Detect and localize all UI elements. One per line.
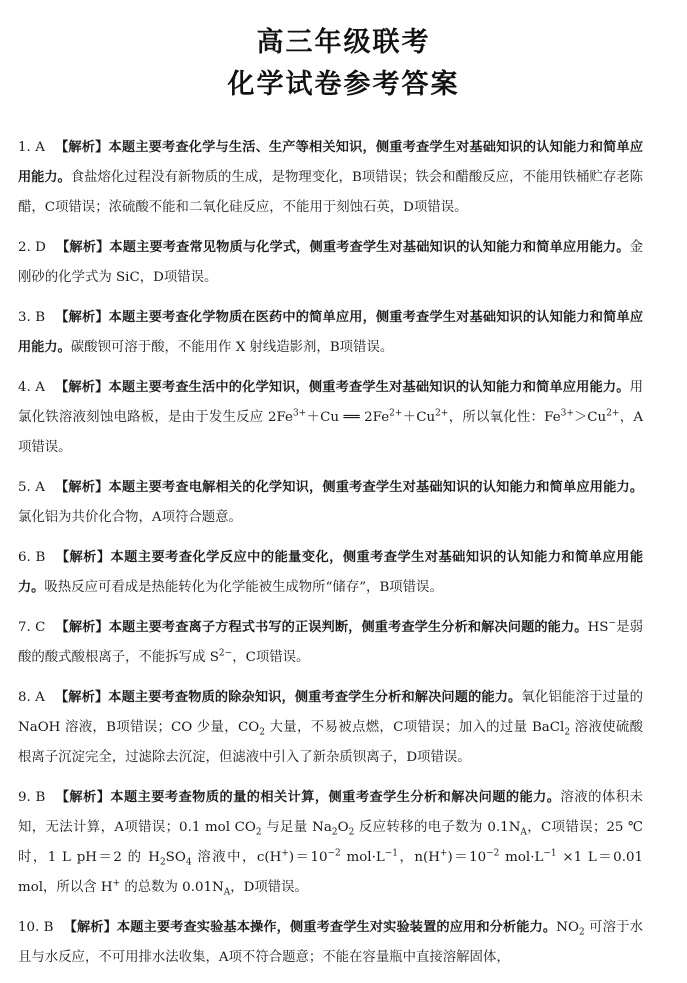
answer-number: 6. B: [18, 550, 46, 565]
answer-number: 8. A: [18, 690, 45, 705]
answer-item-10: [18, 913, 643, 973]
page-subtitle: 化学试卷参考答案: [227, 69, 460, 100]
answer-number: 1. A: [18, 140, 45, 155]
analysis-body: HS−是弱酸的酸式酸根离子，不能拆写成 $S^{2-}$，C项错误。: [18, 618, 644, 665]
answer-number: 4. A: [18, 380, 45, 395]
analysis-heading: 【解析】本题主要考查化学与生活、生产等相关知识，侧重考查学生对基础知识的认知能力和简单应用能力。: [18, 140, 644, 185]
analysis-body: 用氯化铁溶液刻蚀电路板，是由于发生反应 $2Fe^{3+}+Cu$ ══ $2Fe^{2+}+Cu^{2+}$，所以氧化性：$Fe^{3+}>Cu^{2+}$，A项错误。: [18, 380, 644, 455]
analysis-body: 食盐熔化过程没有新物质的生成，是物理变化，B项错误；铁会和醋酸反应，不能用铁桶贮存老陈醋，C项错误；浓硫酸不能和二氧化硅反应，不能用于刻蚀石英，D项错误。: [18, 170, 643, 215]
answer-item-8: [18, 683, 643, 773]
answer-item-2: [18, 233, 643, 293]
analysis-heading: 【解析】本题主要考查化学反应中的能量变化，侧重考查学生对基础知识的认知能力和简单应用能力。: [18, 550, 644, 595]
analysis-body: 氯化铝为共价化合物，A项符合题意。: [18, 510, 242, 525]
answer-item-1: [18, 133, 643, 223]
analysis-body: 氧化铝能溶于过量的 NaOH 溶液，B项错误；CO 少量，$CO_2$ 大量，不易被点燃，C项错误；加入的过量 BaCl$_2$ 溶液使硫酸根离子沉淀完全，过滤除去沉淀，但滤液中引入了新杂质钡离子，D项错误。: [18, 690, 644, 765]
answer-item-4: [18, 373, 643, 463]
answer-number: 7. C: [18, 620, 46, 635]
analysis-heading: 【解析】本题主要考查物质的除杂知识，侧重考查学生分析和解决问题的能力。: [54, 690, 522, 705]
analysis-body: $NO_2$ 可溶于水且与水反应，不可用排水法收集，A项不符合题意；不能在容量瓶中直接溶解固体，: [18, 920, 643, 965]
answer-number: 3. B: [18, 310, 46, 325]
answer-number: 9. B: [18, 790, 46, 805]
answer-item-9: [18, 783, 643, 903]
answer-item-5: [18, 473, 643, 533]
analysis-heading: 【解析】本题主要考查生活中的化学知识，侧重考查学生对基础知识的认知能力和简单应用能力。: [54, 380, 630, 395]
answer-list: [18, 133, 643, 983]
answer-number: 5. A: [18, 480, 45, 495]
page-title: 高三年级联考: [256, 27, 431, 58]
analysis-body: 溶液的体积未知，无法计算，A项错误；0.1 mol $CO_2$ 与足量 $Na_2O_2$ 反应转移的电子数为 $0.1N_A$，C项错误；25 ℃时，1 L pH＝2 的 $H_2SO_4$ 溶液中，$c(H^+)=10^{-2}$ $mol\cdot L^{-1}$，$n(H^+)=10^{-2}$ $mol\cdot L^{-1} \times 1$ L＝0.01 mol，所以含 H+ 的总数为 $0.01N_A$，D项错误。: [18, 790, 644, 898]
analysis-heading: 【解析】本题主要考查化学物质在医药中的简单应用，侧重考查学生对基础知识的认知能力和简单应用能力。: [18, 310, 644, 355]
analysis-heading: 【解析】本题主要考查离子方程式书写的正误判断，侧重考查学生分析和解决问题的能力。: [55, 620, 588, 635]
answer-item-3: [18, 303, 643, 363]
answer-number: 10. B: [18, 920, 54, 935]
answer-item-7: [18, 613, 643, 673]
analysis-heading: 【解析】本题主要考查常见物质与化学式，侧重考查学生对基础知识的认知能力和简单应用能力。: [55, 240, 630, 255]
analysis-heading: 【解析】本题主要考查物质的量的相关计算，侧重考查学生分析和解决问题的能力。: [55, 790, 561, 805]
analysis-body: 金刚砂的化学式为 SiC，D项错误。: [18, 240, 643, 285]
answer-number: 2. D: [18, 240, 46, 255]
analysis-body: 吸热反应可看成是热能转化为化学能被生成物所“储存”，B项错误。: [44, 580, 443, 595]
analysis-heading: 【解析】本题主要考查电解相关的化学知识，侧重考查学生对基础知识的认知能力和简单应用能力。: [54, 480, 644, 495]
analysis-heading: 【解析】本题主要考查实验基本操作，侧重考查学生对实验装置的应用和分析能力。: [63, 920, 557, 935]
analysis-body: 碳酸钡可溶于酸，不能用作 X 射线造影剂，B项错误。: [70, 340, 394, 355]
answer-item-6: [18, 543, 643, 603]
